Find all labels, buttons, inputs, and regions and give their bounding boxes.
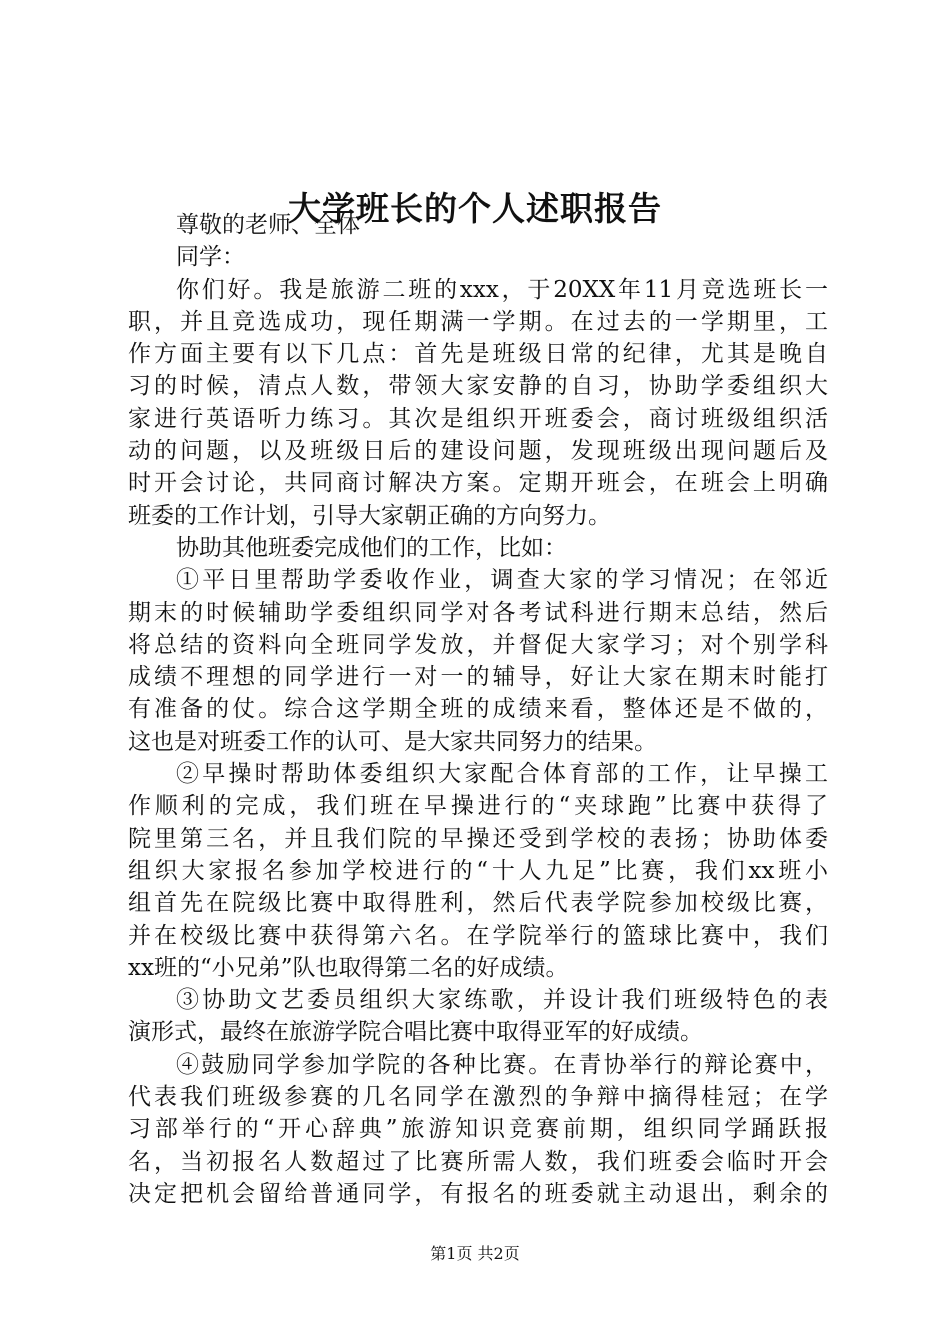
body-line: 作顺利的完成，我们班在早操进行的“夹球跑”比赛中获得了 — [128, 793, 828, 820]
page-footer: 第1页 共2页 — [430, 1244, 520, 1263]
body-line: 院里第三名，并且我们院的早操还受到学校的表扬；协助体委 — [128, 825, 828, 852]
body-line: ④鼓励同学参加学院的各种比赛。在青协举行的辩论赛中， — [176, 1051, 828, 1078]
body-line: 演形式，最终在旅游学院合唱比赛中取得亚军的好成绩。 — [128, 1019, 703, 1046]
body-line: ①平日里帮助学委收作业，调查大家的学习情况；在邻近 — [176, 567, 828, 594]
body-line: 职，并且竞选成功，现任期满一学期。在过去的一学期里，工 — [128, 308, 828, 335]
body-line: 决定把机会留给普通同学，有报名的班委就主动退出，剩余的 — [128, 1180, 828, 1207]
body-line: 习的时候，清点人数，带领大家安静的自习，协助学委组织大 — [128, 373, 828, 400]
body-line: 尊敬的老师、全体 — [176, 212, 360, 238]
body-line: 将总结的资料向全班同学发放，并督促大家学习；对个别学科 — [128, 631, 828, 658]
body-line: 并在校级比赛中获得第六名。在学院举行的篮球比赛中，我们 — [128, 922, 828, 949]
body-line: 家进行英语听力练习。其次是组织开班委会，商讨班级组织活 — [128, 405, 828, 432]
document-body — [128, 209, 828, 1210]
body-line: 成绩不理想的同学进行一对一的辅导，好让大家在期末时能打 — [128, 664, 828, 691]
body-line: 协助其他班委完成他们的工作，比如： — [176, 534, 567, 561]
body-line: 名，当初报名人数超过了比赛所需人数，我们班委会临时开会 — [128, 1148, 828, 1175]
body-line: ③协助文艺委员组织大家练歌，并设计我们班级特色的表 — [176, 987, 828, 1014]
body-line: 时开会讨论，共同商讨解决方案。定期开班会，在班会上明确 — [128, 470, 828, 497]
body-line: 有准备的仗。综合这学期全班的成绩来看，整体还是不做的， — [128, 696, 828, 723]
body-line: 同学： — [176, 244, 245, 271]
body-line: 这也是对班委工作的认可、是大家共同努力的结果。 — [128, 728, 657, 755]
document-title: 大学班长的个人述职报告 — [288, 189, 662, 228]
body-line: 班委的工作计划，引导大家朝正确的方向努力。 — [128, 502, 611, 529]
body-line: 作方面主要有以下几点：首先是班级日常的纪律，尤其是晚自 — [128, 341, 828, 368]
body-line: 代表我们班级参赛的几名同学在激烈的争辩中摘得桂冠；在学 — [128, 1084, 828, 1111]
body-line: 组织大家报名参加学校进行的“十人九足”比赛，我们xx班小 — [128, 857, 828, 884]
body-line: 期末的时候辅助学委组织同学对各考试科进行期末总结，然后 — [128, 599, 828, 626]
body-line: ②早操时帮助体委组织大家配合体育部的工作，让早操工 — [176, 761, 828, 788]
body-line: 动的问题，以及班级日后的建设问题，发现班级出现问题后及 — [128, 438, 828, 465]
body-line: xx班的“小兄弟”队也取得第二名的好成绩。 — [128, 954, 569, 981]
body-line: 组首先在院级比赛中取得胜利，然后代表学院参加校级比赛， — [128, 890, 828, 917]
body-line: 习部举行的“开心辞典”旅游知识竞赛前期，组织同学踊跃报 — [128, 1116, 828, 1143]
body-line: 你们好。我是旅游二班的xxx，于20XX年11月竞选班长一 — [176, 276, 828, 303]
